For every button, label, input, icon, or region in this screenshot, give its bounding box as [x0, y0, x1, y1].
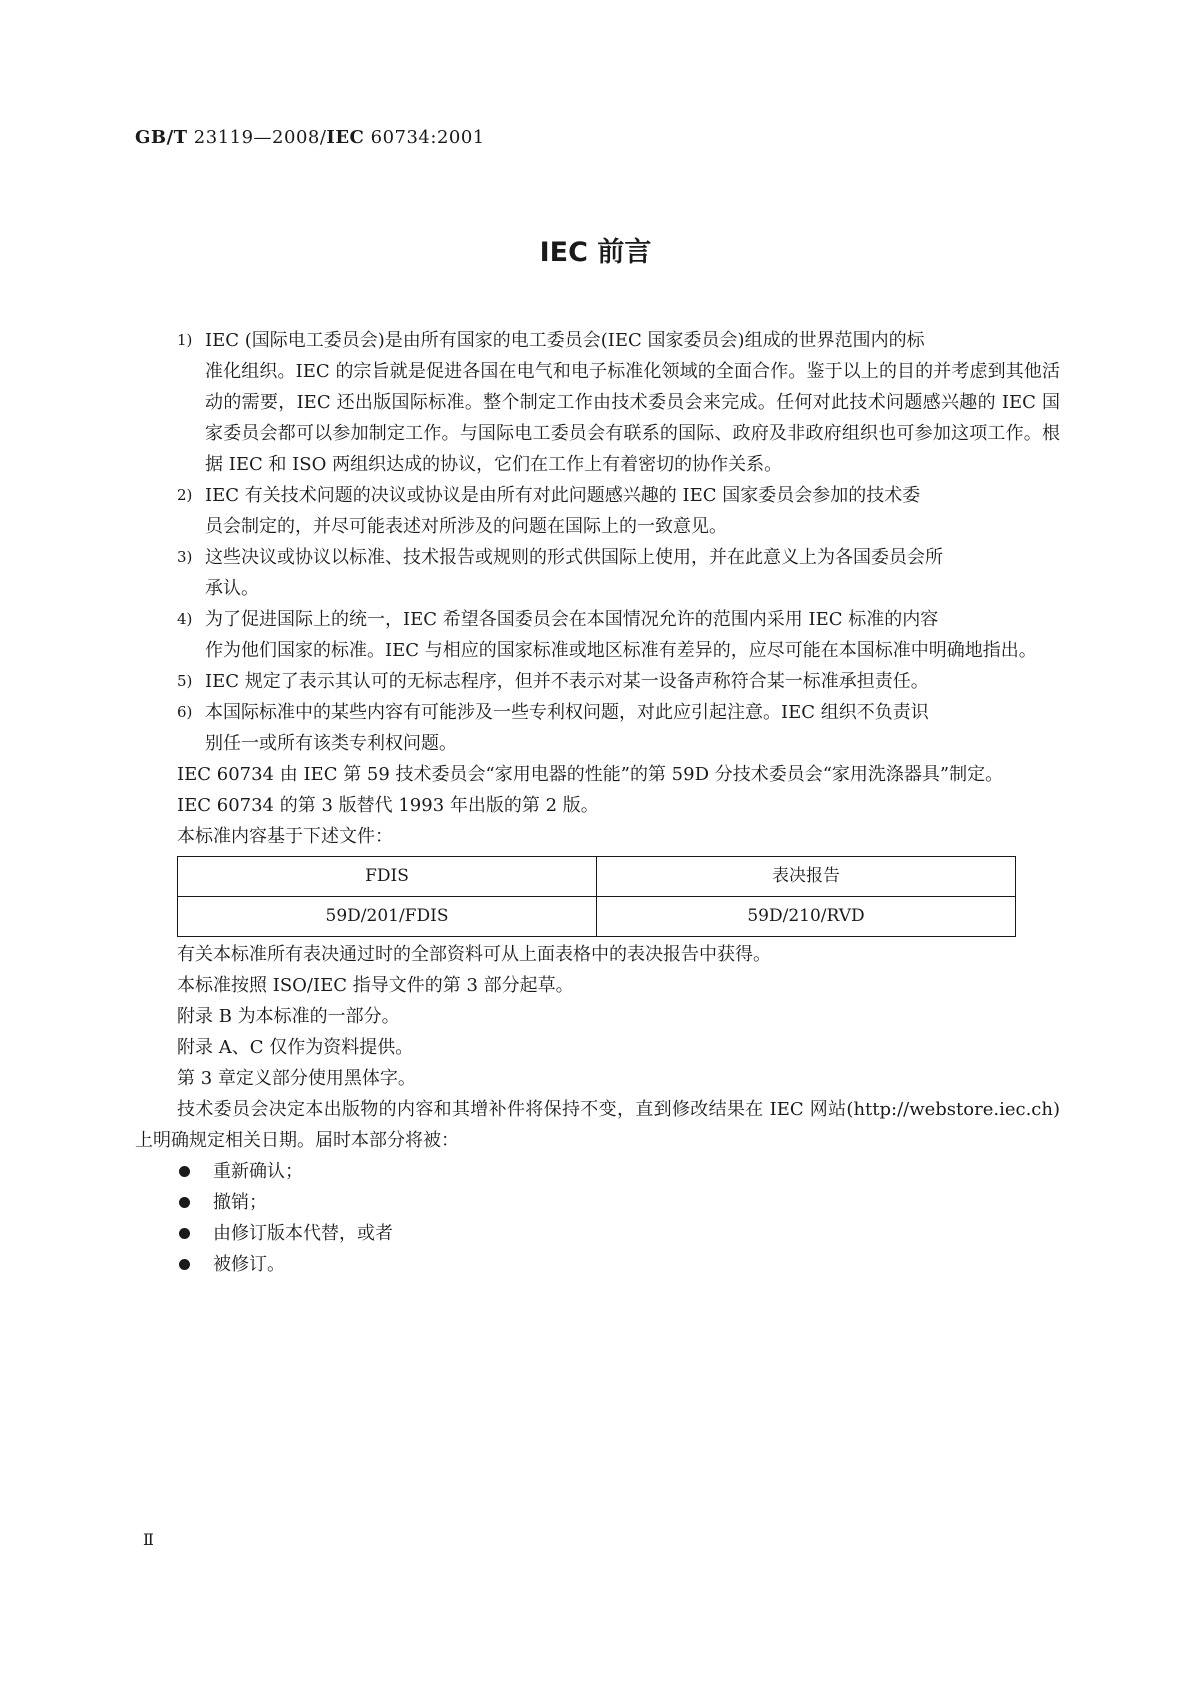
item-number: 5): [177, 672, 193, 690]
item-text-first: IEC (国际电工委员会)是由所有国家的电工委员会(IEC 国家委员会)组成的世界范围内的标: [205, 330, 925, 351]
item-number: 1): [177, 331, 193, 349]
table-header-cell: 表决报告: [597, 857, 1016, 897]
item-number: 4): [177, 610, 193, 628]
item-number: 3): [177, 548, 193, 566]
list-item: [135, 666, 1060, 697]
item-text-rest: 员会制定的，并尽可能表述对所涉及的问题在国际上的一致意见。: [205, 516, 727, 537]
paragraph: 附录 B 为本标准的一部分。: [177, 1006, 400, 1027]
paragraph-based-on: 本标准内容基于下述文件：: [177, 826, 393, 847]
item-text-first: IEC 有关技术问题的决议或协议是由所有对此问题感兴趣的 IEC 国家委员会参加的技术委: [205, 485, 921, 506]
bullet-item: [135, 1156, 1060, 1187]
list-item: [135, 542, 1060, 604]
item-text-rest: 别任一或所有该类专利权问题。: [205, 733, 457, 754]
table-cell: 59D/210/RVD: [597, 897, 1016, 937]
item-text-first: 本国际标准中的某些内容有可能涉及一些专利权问题，对此应引起注意。IEC 组织不负责识: [205, 702, 929, 723]
std-number: 23119—2008/: [187, 127, 327, 148]
paragraph: 有关本标准所有表决通过时的全部资料可从上面表格中的表决报告中获得。: [177, 944, 771, 965]
table-cell: 59D/201/FDIS: [178, 897, 597, 937]
item-text-first: 这些决议或协议以标准、技术报告或规则的形式供国际上使用，并在此意义上为各国委员会所: [205, 547, 943, 568]
table-row: [178, 897, 1016, 937]
list-item: [135, 480, 1060, 542]
page-number: Ⅱ: [143, 1530, 154, 1549]
std-prefix: GB/T: [135, 127, 188, 148]
voting-documents-table: [177, 856, 1016, 937]
bullet-dot-icon: [179, 1197, 190, 1208]
document-body: [135, 325, 1060, 1280]
item-text-rest: 作为他们国家的标准。IEC 与相应的国家标准或地区标准有差异的，应尽可能在本国标准中明确地指出。: [205, 640, 1037, 661]
paragraph-committee: 技术委员会决定本出版物的内容和其增补件将保持不变，直到修改结果在 IEC 网站(http://webstore.iec.ch)上明确规定相关日期。届时本部分将被：: [135, 1099, 1060, 1151]
item-number: 6): [177, 703, 193, 721]
paragraph-prepared-by: IEC 60734 由 IEC 第 59 技术委员会“家用电器的性能”的第 59D 分技术委员会“家用洗涤器具”制定。: [177, 764, 1004, 785]
item-text-rest: 承认。: [205, 578, 259, 599]
bullet-text: 由修订版本代替，或者: [213, 1223, 393, 1244]
page-title: IEC 前言: [539, 237, 652, 268]
bullet-dot-icon: [179, 1166, 190, 1177]
bullet-text: 撤销；: [213, 1192, 267, 1213]
bullet-item: [135, 1249, 1060, 1280]
bullet-dot-icon: [179, 1259, 190, 1270]
item-text-rest: 准化组织。IEC 的宗旨就是促进各国在电气和电子标准化领域的全面合作。鉴于以上的目的并考虑到其他活动的需要，IEC 还出版国际标准。整个制定工作由技术委员会来完成。任何对此技术问题感兴趣的 IEC 国家委员会都可以参加制定工作。与国际电工委员会有联系的国际、政府及非政府组织也可参加这项工作。根据 IEC 和 ISO 两组织达成的协议，它们在工作上有着密切的协作关系。: [205, 361, 1060, 475]
item-text-first: 为了促进国际上的统一，IEC 希望各国委员会在本国情况允许的范围内采用 IEC 标准的内容: [205, 609, 939, 630]
list-item: [135, 604, 1060, 666]
bullet-text: 被修订。: [213, 1254, 285, 1275]
bullet-item: [135, 1218, 1060, 1249]
paragraph: 附录 A、C 仅作为资料提供。: [177, 1037, 414, 1058]
std-iec-number: 60734:2001: [364, 127, 485, 148]
std-iec: IEC: [326, 127, 365, 148]
item-text-first: IEC 规定了表示其认可的无标志程序，但并不表示对某一设备声称符合某一标准承担责任。: [205, 671, 929, 692]
table-header-cell: FDIS: [178, 857, 597, 897]
paragraph: 本标准按照 ISO/IEC 指导文件的第 3 部分起草。: [177, 975, 574, 996]
table-header-row: [178, 857, 1016, 897]
bullet-text: 重新确认；: [213, 1161, 303, 1182]
paragraph-edition: IEC 60734 的第 3 版替代 1993 年出版的第 2 版。: [177, 795, 599, 816]
bullet-dot-icon: [179, 1228, 190, 1239]
paragraph: 第 3 章定义部分使用黑体字。: [177, 1068, 416, 1089]
item-number: 2): [177, 486, 193, 504]
standard-identifier: [135, 127, 485, 148]
list-item: [135, 325, 1060, 480]
bullet-item: [135, 1187, 1060, 1218]
list-item: [135, 697, 1060, 759]
